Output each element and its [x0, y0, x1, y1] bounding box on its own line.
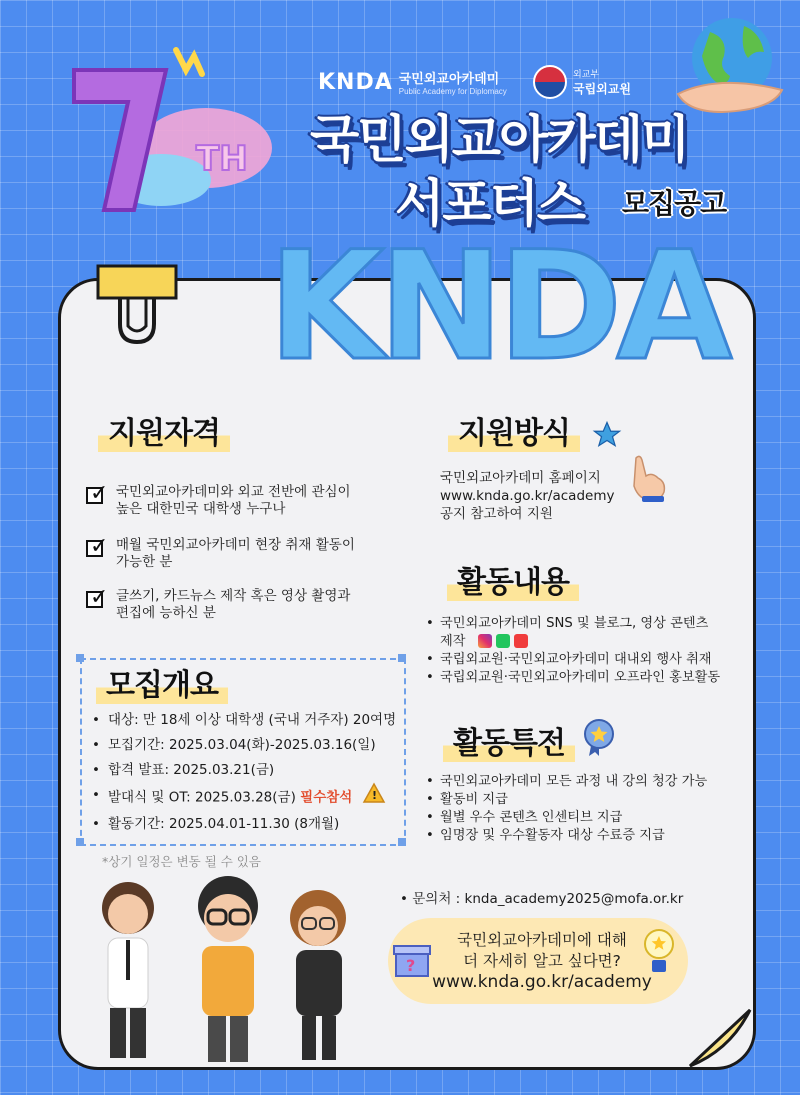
bubble-url-link[interactable]: www.knda.go.kr/academy [432, 972, 652, 992]
schedule-note: *상기 일정은 변동 될 수 있음 [102, 854, 261, 869]
youtube-icon [514, 634, 528, 648]
contact-info: • 문의처 : knda_academy2025@mofa.or.kr [400, 891, 684, 907]
box-corner [398, 838, 406, 846]
taegeuk-emblem-icon [533, 65, 567, 99]
svg-text:?: ? [406, 956, 416, 975]
knda-big-logo [268, 220, 727, 394]
svg-text:!: ! [371, 789, 377, 802]
contact-text: 문의처 : knda_academy2025@mofa.or.kr [412, 891, 684, 907]
qualification-text: 글쓰기, 카드뉴스 제작 혹은 영상 촬영과 [116, 588, 351, 604]
method-heading: 지원방식 [448, 408, 580, 452]
method-line: 국민외교아카데미 홈페이지 [440, 470, 601, 486]
warning-icon [363, 783, 385, 812]
list-item: • 국민외교아카데미 모든 과정 내 강의 청강 가능 [424, 773, 707, 791]
qualification-item [86, 585, 406, 622]
star-icon [592, 420, 622, 454]
knda-logo-subtitle: Public Academy for Diplomacy [398, 87, 507, 96]
knda-logo-title: 국민외교아카데미 [398, 72, 500, 87]
checkbox-icon: ✓ [86, 588, 108, 610]
method-url[interactable]: www.knda.go.kr/academy [440, 488, 615, 504]
qualification-text: 높은 대한민국 대학생 누구나 [116, 501, 286, 517]
box-corner [398, 654, 406, 662]
benefits-heading: 활동특전 [443, 718, 575, 762]
box-corner [76, 838, 84, 846]
pointing-hand-icon [626, 452, 670, 504]
checkbox-icon: ✓ [86, 537, 108, 559]
list-item: • 국립외교원·국민외교아카데미 대내외 행사 취재 [424, 651, 720, 669]
lightbulb-icon [642, 928, 676, 974]
list-item: • 발대식 및 OT: 2025.03.28(금) 필수참석 ! [90, 783, 396, 812]
list-item: • 대상: 만 18세 이상 대학생 (국내 거주자) 20여명 [90, 708, 396, 733]
list-item: • 월별 우수 콘텐츠 인센티브 지급 [424, 809, 707, 827]
mofa-logo [533, 65, 631, 99]
page-curl-decoration [690, 1010, 754, 1066]
qualification-item [86, 534, 406, 571]
list-item: • 모집기간: 2025.03.04(화)-2025.03.16(일) [90, 733, 396, 758]
must-attend-label: 필수참석 [300, 789, 353, 806]
instagram-icon [478, 634, 492, 648]
mofa-logo-top: 외교부 [573, 70, 600, 80]
knda-logo-mark: KNDA [318, 69, 393, 95]
checkbox-icon: ✓ [86, 484, 108, 506]
list-item: • 국립외교원·국민외교아카데미 오프라인 홍보활동 [424, 669, 720, 687]
qualification-heading: 지원자격 [98, 408, 230, 452]
edition-suffix: TH [196, 139, 248, 179]
naver-icon [496, 634, 510, 648]
activities-heading: 활동내용 [447, 557, 579, 601]
poster-title-line2: 서포터스 [395, 175, 585, 234]
medal-icon [583, 718, 615, 756]
recruitment-heading: 모집개요 [96, 660, 228, 704]
qualification-item [86, 481, 406, 518]
qualification-text: 가능한 분 [116, 554, 173, 570]
mofa-logo-name: 국립외교원 [573, 82, 631, 96]
poster-title-tag: 모집공고 [622, 187, 727, 220]
binder-clip-icon [92, 264, 182, 354]
knda-big-logo-text: KNDA [268, 220, 727, 394]
list-item: • 임명장 및 우수활동자 대상 수료증 지급 [424, 827, 707, 845]
qualification-text: 편집에 능하신 분 [116, 605, 216, 621]
sns-icons [478, 634, 528, 648]
box-corner [76, 654, 84, 662]
qualification-text: 매월 국민외교아카데미 현장 취재 활동이 [116, 537, 355, 553]
list-item: • 국민외교아카데미 SNS 및 블로그, 영상 콘텐츠 [424, 615, 720, 633]
list-item: • 활동기간: 2025.04.01-11.30 (8개월) [90, 812, 396, 837]
list-item: • 합격 발표: 2025.03.21(금) [90, 758, 396, 783]
poster-title-line1: 국민외교아카데미 [310, 111, 689, 170]
method-text [440, 469, 614, 523]
method-line: 공지 참고하여 지원 [440, 506, 553, 522]
bubble-line2: 더 자세히 알고 싶다면? [463, 952, 621, 970]
activities-list [424, 615, 720, 687]
supporter-characters-illustration [80, 868, 380, 1068]
bubble-line1: 국민외교아카데미에 대해 [457, 931, 627, 949]
knda-logo [318, 68, 507, 96]
list-item-continued: 제작 [424, 633, 720, 651]
recruitment-list [90, 708, 396, 837]
qualification-text: 국민외교아카데미와 외교 전반에 관심이 [116, 484, 351, 500]
list-item: • 활동비 지급 [424, 791, 707, 809]
seventh-edition-badge [56, 30, 276, 220]
benefits-list [424, 773, 707, 845]
